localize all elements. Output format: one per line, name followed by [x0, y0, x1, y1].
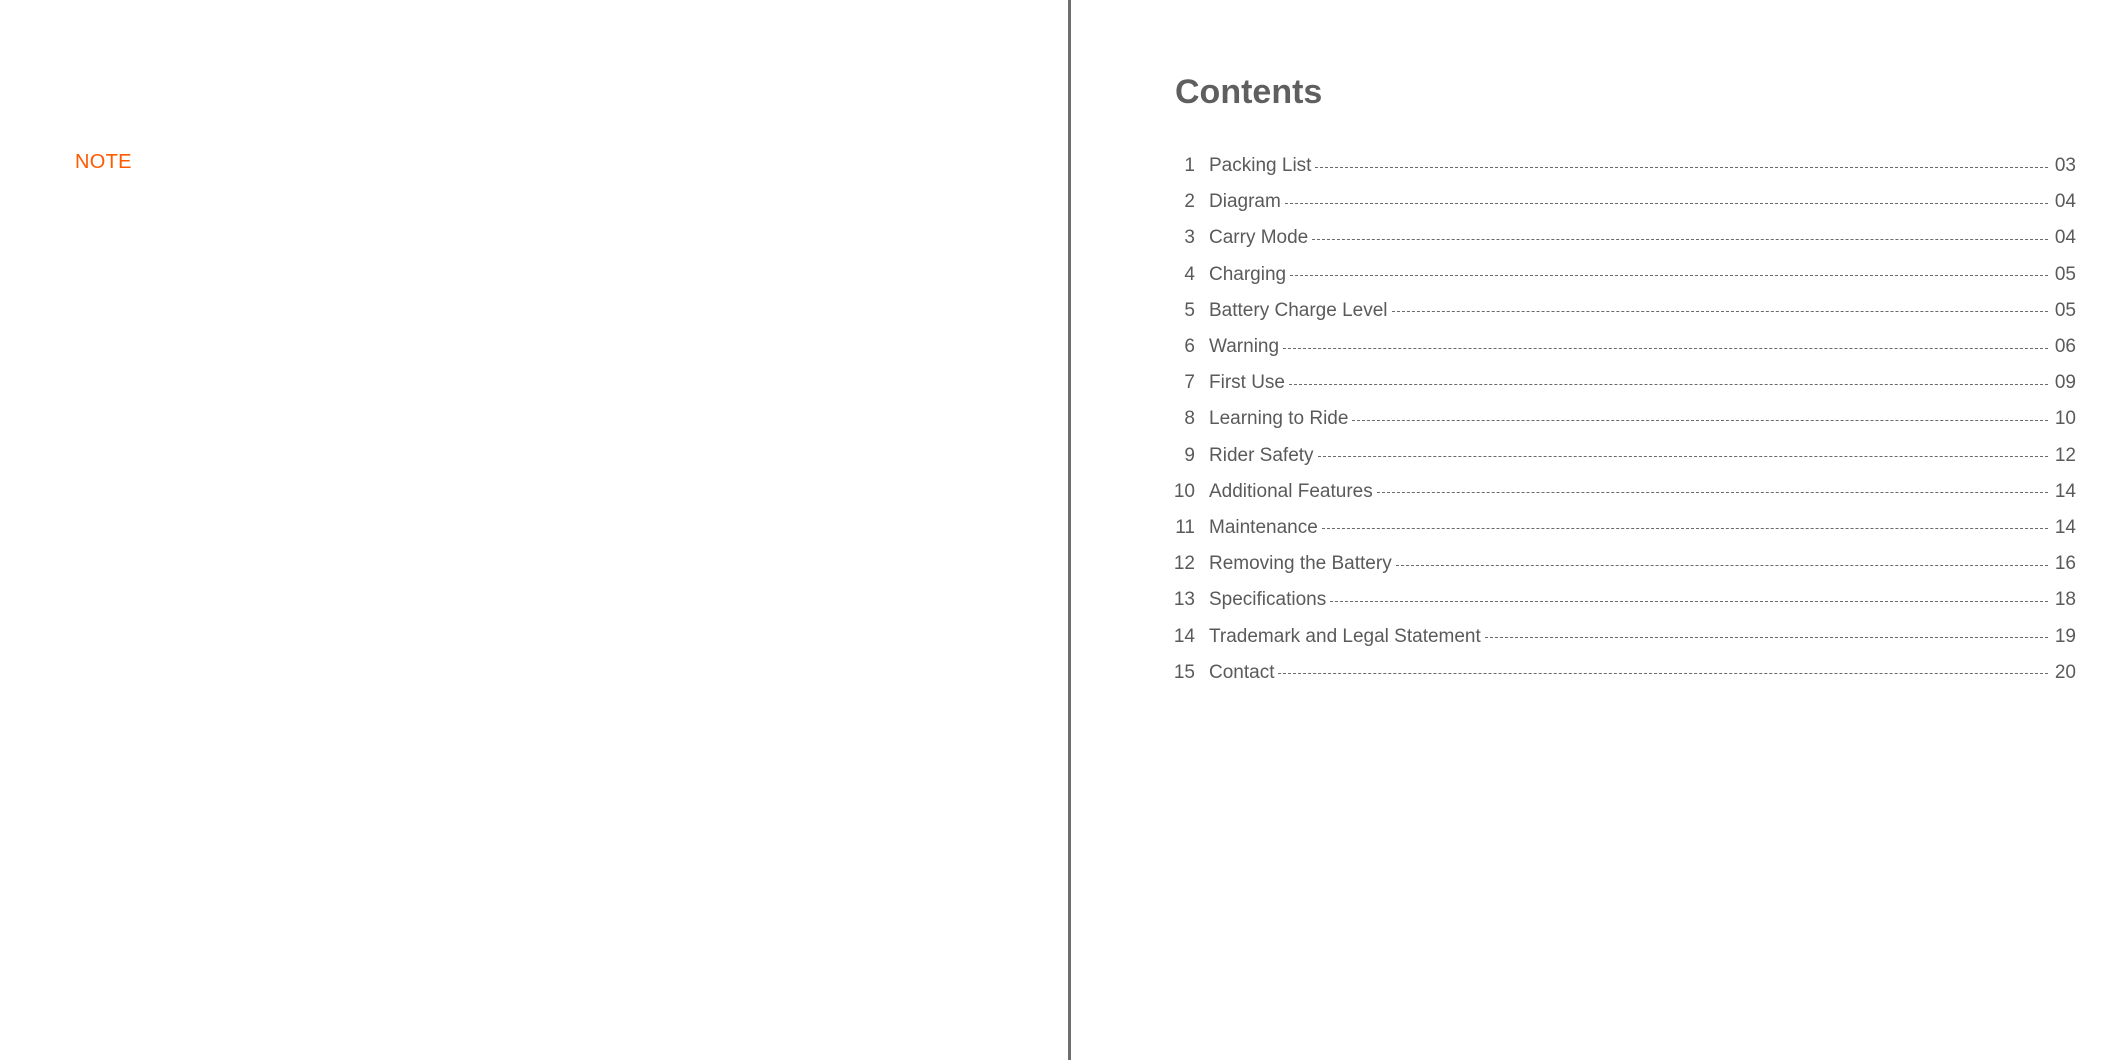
toc-entry-title: Diagram [1209, 191, 1281, 213]
toc-entry-page-number: 05 [2054, 299, 2076, 321]
toc-entry[interactable] [1171, 184, 2076, 220]
toc-entry-title: Battery Charge Level [1209, 299, 1388, 321]
toc-entry[interactable] [1171, 365, 2076, 401]
toc-entry-number: 3 [1184, 227, 1195, 249]
toc-entry[interactable] [1171, 618, 2076, 654]
toc-entry-number: 9 [1184, 444, 1195, 466]
toc-dot-leader [1278, 673, 2048, 674]
toc-entry[interactable] [1171, 582, 2076, 618]
toc-entry[interactable] [1171, 329, 2076, 365]
toc-entry-title: Carry Mode [1209, 227, 1309, 249]
toc-dot-leader [1289, 384, 2048, 385]
toc-entry-title: Removing the Battery [1209, 553, 1392, 575]
toc-entry-title: Learning to Ride [1209, 408, 1349, 430]
toc-entry-page-number: 04 [2054, 227, 2076, 249]
toc-entry-number: 8 [1184, 408, 1195, 430]
toc-dot-leader [1392, 311, 2049, 312]
toc-dot-leader [1312, 239, 2048, 240]
toc-entry[interactable] [1171, 474, 2076, 510]
toc-entry[interactable] [1171, 546, 2076, 582]
toc-entry-number: 2 [1184, 191, 1195, 213]
toc-entry[interactable] [1171, 510, 2076, 546]
toc-entry-page-number: 10 [2054, 408, 2076, 430]
toc-dot-leader [1396, 565, 2048, 566]
toc-entry-title: Specifications [1209, 589, 1327, 611]
toc-entry-page-number: 06 [2054, 336, 2076, 358]
toc-entry-title: Maintenance [1209, 516, 1318, 538]
toc-dot-leader [1318, 456, 2048, 457]
toc-dot-leader [1485, 637, 2048, 638]
toc-entry[interactable] [1171, 438, 2076, 474]
toc-entry[interactable] [1171, 293, 2076, 329]
toc-entry-number: 10 [1173, 480, 1195, 502]
toc-entry-number: 15 [1173, 661, 1195, 683]
toc-entry-page-number: 18 [2054, 589, 2076, 611]
toc-entry-title: Warning [1209, 336, 1280, 358]
toc-entry-page-number: 04 [2054, 191, 2076, 213]
contents-title: Contents [1175, 73, 1323, 111]
toc-entry-page-number: 12 [2054, 444, 2076, 466]
toc-entry[interactable] [1171, 220, 2076, 256]
toc-entry-page-number: 19 [2054, 625, 2076, 647]
toc-dot-leader [1290, 275, 2048, 276]
toc-entry-number: 11 [1175, 516, 1195, 538]
toc-dot-leader [1330, 601, 2048, 602]
toc-entry-title: Trademark and Legal Statement [1209, 625, 1481, 647]
toc-entry-number: 5 [1184, 299, 1195, 321]
toc-entry-page-number: 03 [2054, 155, 2076, 177]
toc-dot-leader [1285, 203, 2048, 204]
toc-entry-page-number: 09 [2054, 372, 2076, 394]
toc-entry-number: 6 [1184, 336, 1195, 358]
toc-entry-title: Additional Features [1209, 480, 1373, 502]
toc-dot-leader [1283, 348, 2048, 349]
toc-entry-title: Charging [1209, 263, 1287, 285]
toc-dot-leader [1377, 492, 2048, 493]
toc-entry[interactable] [1171, 401, 2076, 437]
toc-entry-title: Packing List [1209, 155, 1312, 177]
toc-entry-number: 1 [1184, 155, 1195, 177]
table-of-contents [1171, 148, 2076, 691]
toc-entry-title: First Use [1209, 372, 1285, 394]
toc-dot-leader [1315, 167, 2048, 168]
toc-entry-number: 12 [1173, 553, 1195, 575]
toc-entry-number: 4 [1184, 263, 1195, 285]
toc-entry-page-number: 05 [2054, 263, 2076, 285]
toc-entry-page-number: 14 [2054, 516, 2076, 538]
toc-entry[interactable] [1171, 257, 2076, 293]
toc-dot-leader [1352, 420, 2048, 421]
right-page [1071, 0, 2117, 1060]
toc-entry-page-number: 14 [2054, 480, 2076, 502]
note-heading: NOTE [75, 151, 132, 173]
toc-entry-number: 13 [1173, 589, 1195, 611]
toc-dot-leader [1322, 528, 2048, 529]
toc-entry-number: 7 [1184, 372, 1195, 394]
toc-entry-title: Rider Safety [1209, 444, 1314, 466]
toc-entry-title: Contact [1209, 661, 1275, 683]
toc-entry-number: 14 [1173, 625, 1195, 647]
toc-entry[interactable] [1171, 655, 2076, 691]
toc-entry-page-number: 16 [2054, 553, 2076, 575]
toc-entry[interactable] [1171, 148, 2076, 184]
toc-entry-page-number: 20 [2054, 661, 2076, 683]
